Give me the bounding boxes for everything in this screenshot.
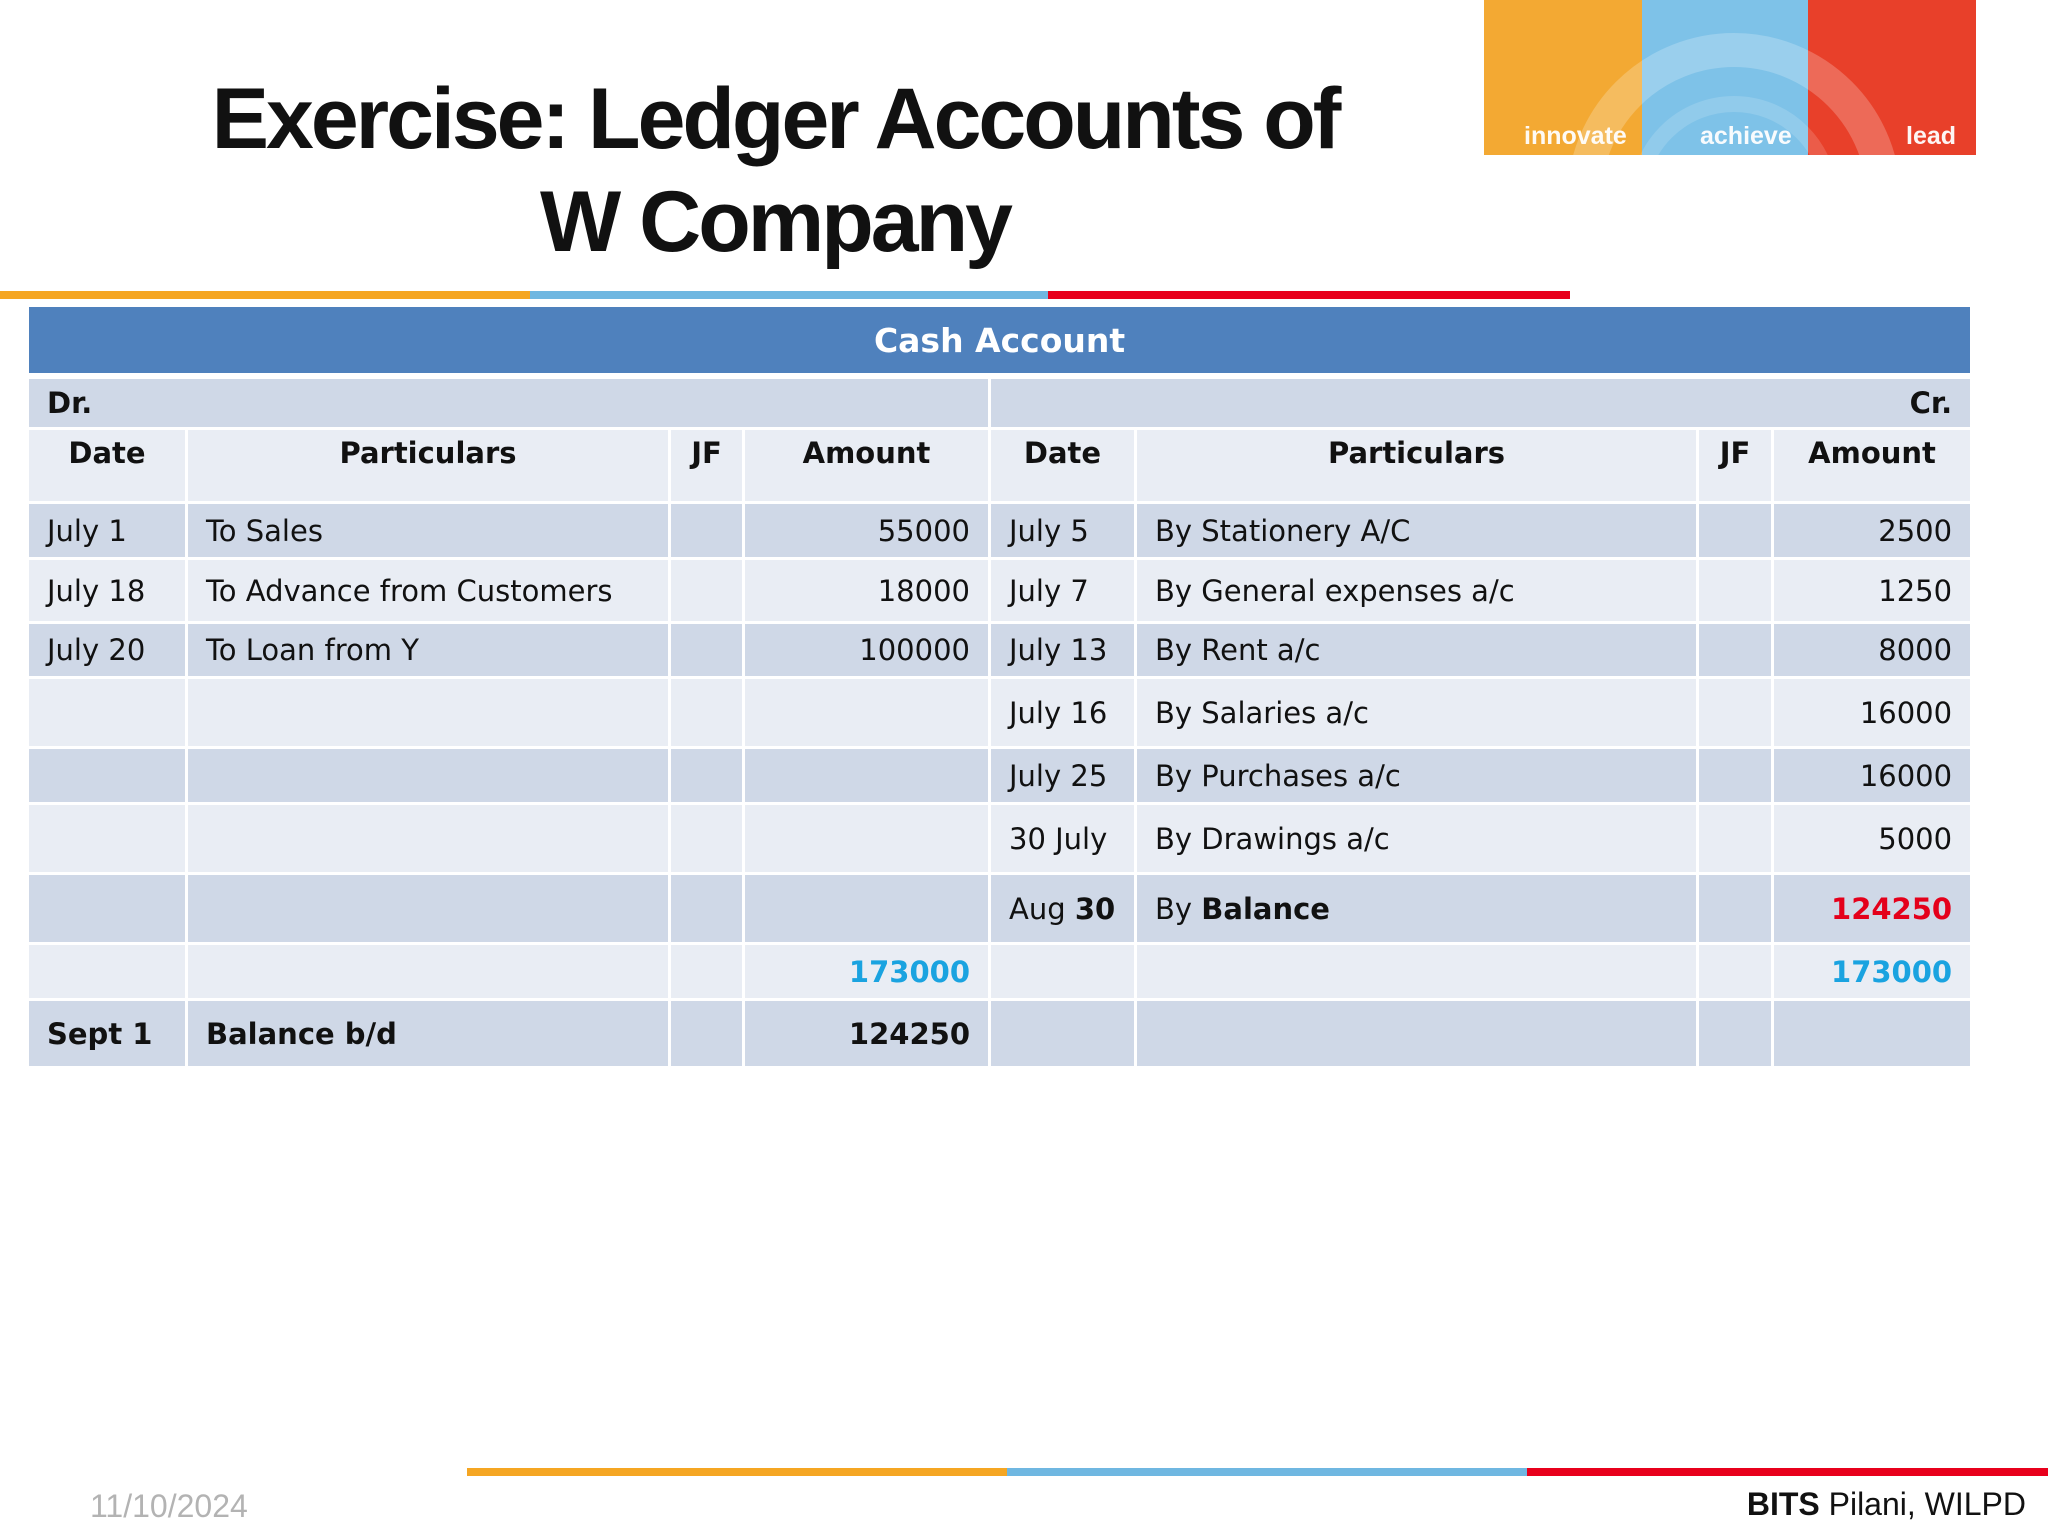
empty-cell xyxy=(1136,944,1698,1000)
cr-jf xyxy=(1698,804,1773,874)
bd-particulars: Balance b/d xyxy=(187,1000,670,1068)
balance-particulars xyxy=(1136,874,1698,944)
header-cr-date: Date xyxy=(990,429,1136,503)
header-cr-jf: JF xyxy=(1698,429,1773,503)
header-cr-amount: Amount xyxy=(1773,429,1972,503)
cr-amount: 2500 xyxy=(1773,503,1972,559)
ledger-caption-row xyxy=(28,306,1972,377)
cr-particulars: By Purchases a/c xyxy=(1136,748,1698,804)
title-rule-red xyxy=(1048,291,1570,299)
cr-particulars: By Rent a/c xyxy=(1136,623,1698,678)
cr-jf xyxy=(1698,623,1773,678)
slide-title-line-1: Exercise: Ledger Accounts of xyxy=(211,71,1339,167)
empty-cell xyxy=(28,874,187,944)
dr-particulars: To Advance from Customers xyxy=(187,559,670,623)
dr-total: 173000 xyxy=(744,944,990,1000)
cr-amount: 8000 xyxy=(1773,623,1972,678)
dr-amount: 55000 xyxy=(744,503,990,559)
ledger-row xyxy=(28,503,1972,559)
brought-down-row xyxy=(28,1000,1972,1068)
cr-jf xyxy=(1698,559,1773,623)
balance-particulars-prefix: By xyxy=(1155,891,1202,926)
logo-label-lead: lead xyxy=(1906,122,1957,150)
empty-cell xyxy=(670,1000,744,1068)
dr-jf xyxy=(670,804,744,874)
logo-label-innovate: innovate xyxy=(1524,122,1627,150)
cr-total: 173000 xyxy=(1773,944,1972,1000)
footer-rule-orange xyxy=(467,1468,1007,1476)
empty-cell xyxy=(1136,1000,1698,1068)
dr-amount: 18000 xyxy=(744,559,990,623)
empty-cell xyxy=(28,944,187,1000)
debit-label: Dr. xyxy=(28,376,990,429)
dr-date xyxy=(28,748,187,804)
cr-jf xyxy=(1698,748,1773,804)
bd-amount: 124250 xyxy=(744,1000,990,1068)
dr-amount xyxy=(744,804,990,874)
logo-label-achieve: achieve xyxy=(1700,122,1792,150)
cr-date: July 5 xyxy=(990,503,1136,559)
dr-date: July 20 xyxy=(28,623,187,678)
header-dr-jf: JF xyxy=(670,429,744,503)
dr-jf xyxy=(670,623,744,678)
cr-particulars: By Stationery A/C xyxy=(1136,503,1698,559)
ledger-header-row xyxy=(28,429,1972,503)
bd-date: Sept 1 xyxy=(28,1000,187,1068)
header-dr-date: Date xyxy=(28,429,187,503)
slide-title xyxy=(110,68,1440,274)
bits-logo xyxy=(1484,0,1976,155)
balance-date-month: Aug xyxy=(1009,891,1075,926)
cr-date: July 25 xyxy=(990,748,1136,804)
dr-date xyxy=(28,804,187,874)
dr-cr-row xyxy=(28,376,1972,429)
cr-particulars: By General expenses a/c xyxy=(1136,559,1698,623)
cr-date: July 7 xyxy=(990,559,1136,623)
cr-date: 30 July xyxy=(990,804,1136,874)
dr-jf xyxy=(670,559,744,623)
totals-row xyxy=(28,944,1972,1000)
header-cr-particulars: Particulars xyxy=(1136,429,1698,503)
empty-cell xyxy=(670,944,744,1000)
cr-amount: 16000 xyxy=(1773,748,1972,804)
balance-particulars-main: Balance xyxy=(1201,891,1330,926)
header-dr-particulars: Particulars xyxy=(187,429,670,503)
cr-amount: 16000 xyxy=(1773,678,1972,748)
ledger-row xyxy=(28,748,1972,804)
cr-jf xyxy=(1698,503,1773,559)
footer-rule-blue xyxy=(1007,1468,1527,1476)
empty-cell xyxy=(1773,1000,1972,1068)
empty-cell xyxy=(744,874,990,944)
cr-amount: 5000 xyxy=(1773,804,1972,874)
balance-date-day: 30 xyxy=(1074,891,1116,926)
dr-particulars xyxy=(187,678,670,748)
empty-cell xyxy=(670,874,744,944)
footer-brand-rest: Pilani, WILPD xyxy=(1819,1486,2026,1522)
cash-account-ledger xyxy=(26,304,1973,1069)
cr-date: July 13 xyxy=(990,623,1136,678)
cr-particulars: By Drawings a/c xyxy=(1136,804,1698,874)
title-rule-orange xyxy=(0,291,530,299)
empty-cell xyxy=(1698,874,1773,944)
empty-cell xyxy=(990,944,1136,1000)
empty-cell xyxy=(990,1000,1136,1068)
dr-date: July 1 xyxy=(28,503,187,559)
balance-carried-row xyxy=(28,874,1972,944)
footer-brand-bold: BITS xyxy=(1746,1486,1820,1522)
empty-cell xyxy=(187,944,670,1000)
dr-amount: 100000 xyxy=(744,623,990,678)
dr-jf xyxy=(670,503,744,559)
footer-brand xyxy=(1747,1486,2026,1523)
balance-amount: 124250 xyxy=(1773,874,1972,944)
ledger-row xyxy=(28,804,1972,874)
slide-title-line-2: W Company xyxy=(540,174,1010,270)
cr-jf xyxy=(1698,678,1773,748)
dr-amount xyxy=(744,748,990,804)
dr-jf xyxy=(670,748,744,804)
empty-cell xyxy=(1698,1000,1773,1068)
title-rule-blue xyxy=(530,291,1048,299)
footer-date: 11/10/2024 xyxy=(90,1488,248,1524)
dr-particulars: To Sales xyxy=(187,503,670,559)
balance-date xyxy=(990,874,1136,944)
dr-particulars xyxy=(187,804,670,874)
credit-label: Cr. xyxy=(990,376,1972,429)
dr-date: July 18 xyxy=(28,559,187,623)
dr-particulars xyxy=(187,748,670,804)
header-dr-amount: Amount xyxy=(744,429,990,503)
footer-rule-red xyxy=(1527,1468,2048,1476)
ledger-caption: Cash Account xyxy=(28,306,1972,377)
cr-amount: 1250 xyxy=(1773,559,1972,623)
cr-particulars: By Salaries a/c xyxy=(1136,678,1698,748)
cr-date: July 16 xyxy=(990,678,1136,748)
dr-particulars: To Loan from Y xyxy=(187,623,670,678)
ledger-row xyxy=(28,678,1972,748)
ledger-row xyxy=(28,559,1972,623)
empty-cell xyxy=(1698,944,1773,1000)
dr-amount xyxy=(744,678,990,748)
dr-date xyxy=(28,678,187,748)
empty-cell xyxy=(187,874,670,944)
dr-jf xyxy=(670,678,744,748)
ledger-row xyxy=(28,623,1972,678)
